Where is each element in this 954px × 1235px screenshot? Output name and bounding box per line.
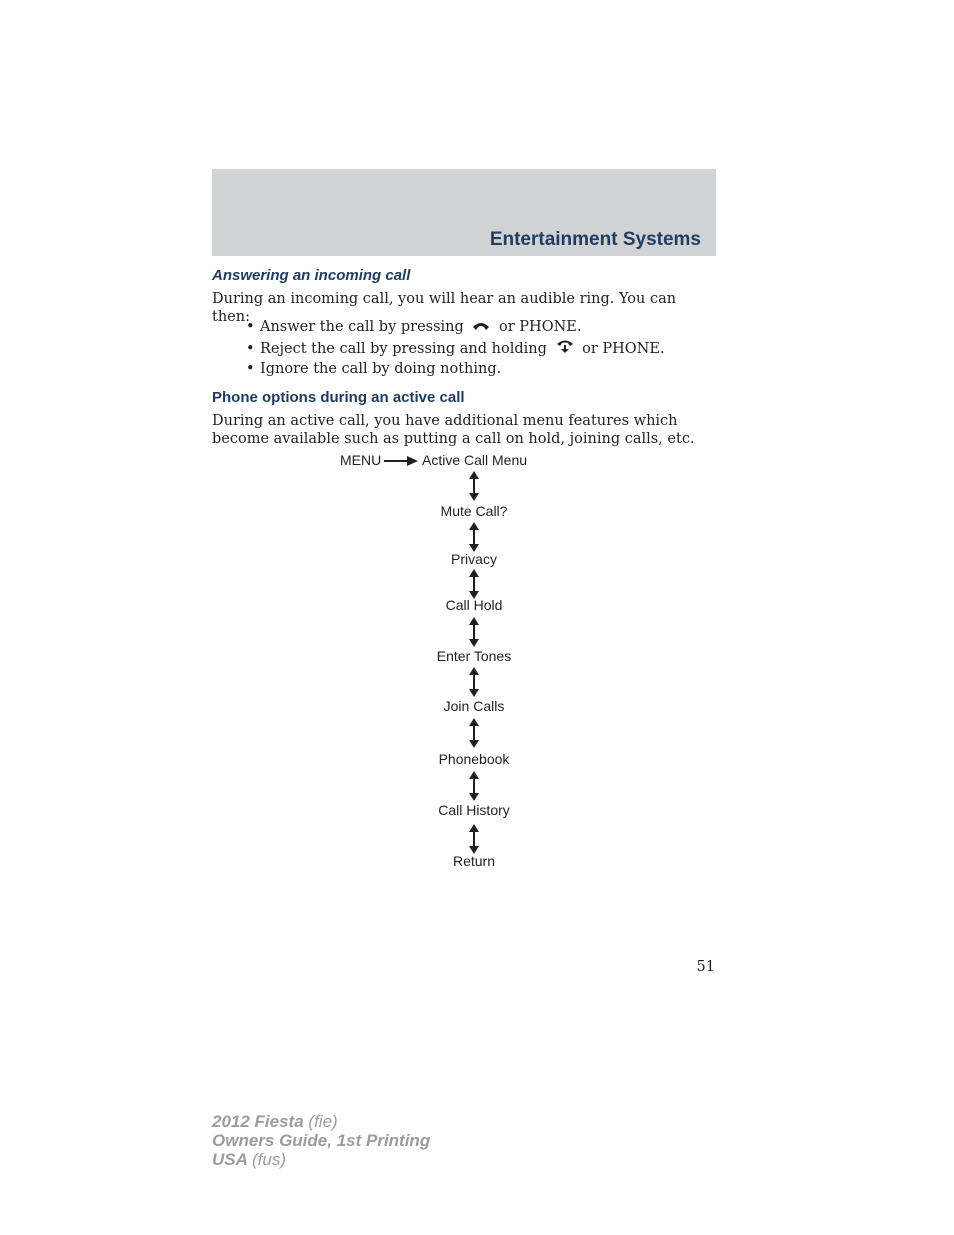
updown-arrow-icon [466, 666, 482, 698]
updown-arrow-icon [466, 770, 482, 802]
bullet-ignore: • Ignore the call by doing nothing. [246, 361, 502, 377]
document-footer [212, 1112, 430, 1169]
bullet-ignore-text: Ignore the call by doing nothing. [260, 361, 502, 377]
page-number: 51 [696, 959, 715, 975]
updown-arrow-icon [466, 568, 482, 600]
menu-item-enter-tones: Enter Tones [436, 648, 512, 664]
updown-arrow-icon [466, 521, 482, 553]
footer-market-code: (fus) [252, 1150, 286, 1169]
bullet-reject: • Reject the call by pressing and holding or PHONE. [246, 338, 665, 359]
menu-item-return: Return [452, 853, 496, 869]
menu-item-join-calls: Join Calls [443, 698, 505, 714]
menu-item-phonebook: Phonebook [438, 751, 510, 767]
footer-line-2: Owners Guide, 1st Printing [212, 1131, 431, 1150]
bullet-answer: • Answer the call by pressing or PHONE. [246, 319, 582, 335]
updown-arrow-icon [466, 823, 482, 855]
footer-line-3 [212, 1150, 430, 1169]
bullet-answer-suffix: or PHONE. [499, 319, 582, 335]
bullet-answer-text: Answer the call by pressing [260, 319, 464, 335]
diagram-root-label: Active Call Menu [422, 452, 528, 468]
updown-arrow-icon [466, 717, 482, 749]
bullet-reject-text: Reject the call by pressing and holding [260, 341, 547, 357]
options-paragraph: During an active call, you have additional menu features which become available such as putting a call on hold, joining calls, etc. [212, 413, 695, 447]
menu-item-mute-call: Mute Call? [440, 503, 508, 519]
footer-line-1 [212, 1112, 430, 1131]
heading-answering-call: Answering an incoming call [212, 267, 411, 284]
updown-arrow-icon [466, 616, 482, 648]
section-title: Entertainment Systems [489, 229, 701, 250]
diagram-menu-label: MENU [340, 452, 382, 468]
menu-item-call-hold: Call Hold [445, 597, 503, 613]
right-arrow-icon [383, 453, 419, 469]
menu-item-privacy: Privacy [451, 551, 497, 567]
footer-model-code: (fie) [308, 1112, 338, 1131]
heading-phone-options: Phone options during an active call [212, 389, 465, 406]
menu-item-call-history: Call History [438, 802, 510, 818]
footer-market: USA [212, 1150, 248, 1169]
updown-arrow-icon [466, 470, 482, 502]
footer-model: 2012 Fiesta [212, 1112, 304, 1131]
bullet-reject-suffix: or PHONE. [582, 341, 665, 357]
intro-paragraph: During an incoming call, you will hear an audible ring. You can then: [212, 291, 677, 325]
